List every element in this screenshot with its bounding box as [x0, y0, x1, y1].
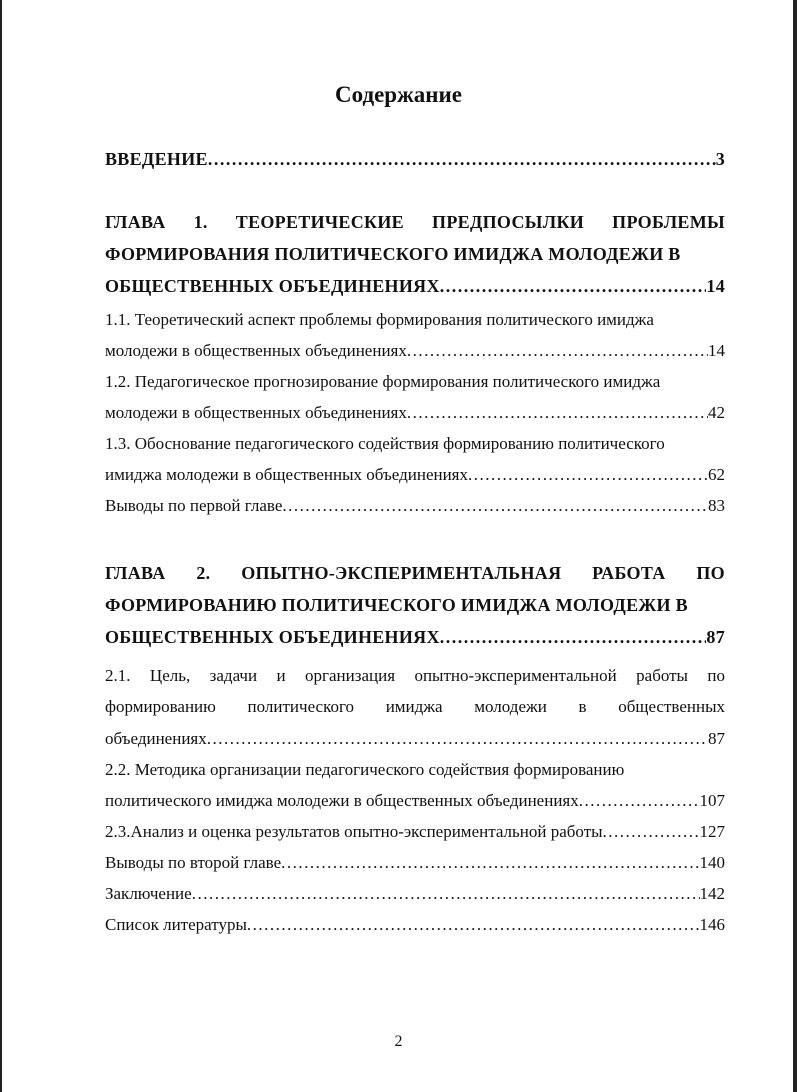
toc-page-number: 87 [706, 627, 725, 647]
toc-entry-2-2[interactable] [105, 791, 725, 811]
chapter1-heading-line2[interactable]: ФОРМИРОВАНИЯ ПОЛИТИЧЕСКОГО ИМИДЖА МОЛОДЕЖИ В [105, 244, 681, 264]
toc-entry-1-1-line1[interactable]: 1.1. Теоретический аспект проблемы формирования политического имиджа [105, 310, 654, 329]
dot-leader [407, 341, 708, 361]
toc-entry-chapter2-conclusions[interactable] [105, 853, 725, 873]
toc-entry-2-1-line2[interactable]: формированию политического имиджа молодежи в общественных [105, 697, 725, 716]
toc-entry-chapter1-conclusions[interactable] [105, 496, 725, 516]
toc-entry-label: Список литературы [105, 915, 247, 934]
toc-entry-1-2[interactable] [105, 403, 725, 423]
dot-leader [468, 465, 708, 485]
toc-entry-label: политического имиджа молодежи в общественных объединениях [105, 791, 579, 810]
toc-page-number: 3 [715, 149, 725, 169]
dot-leader [603, 822, 700, 842]
toc-page-number: 127 [699, 822, 725, 841]
chapter1-heading-line1[interactable]: ГЛАВА 1. ТЕОРЕТИЧЕСКИЕ ПРЕДПОСЫЛКИ ПРОБЛЕМЫ [105, 212, 725, 232]
toc-page-number: 42 [708, 403, 725, 422]
toc-entry-label: Заключение [105, 884, 192, 903]
toc-page-number: 14 [706, 276, 725, 296]
toc-entry-chapter1[interactable] [105, 276, 725, 297]
toc-entry-label: имиджа молодежи в общественных объединениях [105, 465, 469, 484]
toc-entry-label: Выводы по первой главе [105, 496, 283, 515]
dot-leader [207, 729, 708, 749]
dot-leader [247, 915, 700, 935]
toc-page-number: 87 [708, 729, 725, 748]
toc-entry-label: молодежи в общественных объединениях [105, 403, 407, 422]
toc-page-number: 146 [699, 915, 725, 934]
chapter2-heading-line1[interactable]: ГЛАВА 2. ОПЫТНО-ЭКСПЕРИМЕНТАЛЬНАЯ РАБОТА ПО [105, 563, 725, 583]
dot-leader [281, 853, 699, 873]
chapter2-heading-line2[interactable]: ФОРМИРОВАНИЮ ПОЛИТИЧЕСКОГО ИМИДЖА МОЛОДЕЖИ В [105, 595, 688, 615]
toc-entry-chapter2[interactable] [105, 627, 725, 648]
toc-entry-label: ОБЩЕСТВЕННЫХ ОБЪЕДИНЕНИЯХ [105, 627, 440, 647]
toc-entry-1-2-line1[interactable]: 1.2. Педагогическое прогнозирование формирования политического имиджа [105, 372, 661, 391]
toc-page-number: 83 [708, 496, 725, 515]
page-border-left [0, 0, 2, 1092]
toc-entry-introduction[interactable] [105, 149, 725, 170]
toc-entry-label: молодежи в общественных объединениях [105, 341, 407, 360]
dot-leader [440, 276, 707, 297]
page-title: Содержание [335, 82, 462, 107]
toc-page-number: 62 [708, 465, 725, 484]
toc-entry-conclusion[interactable] [105, 884, 725, 904]
toc-page-number: 14 [708, 341, 725, 360]
page-border-right [793, 0, 797, 1092]
dot-leader [407, 403, 708, 423]
dot-leader [579, 791, 700, 811]
toc-entry-references[interactable] [105, 915, 725, 935]
page-number: 2 [394, 1033, 403, 1050]
toc-page-number: 142 [699, 884, 725, 903]
toc-entry-label: Выводы по второй главе [105, 853, 282, 872]
toc-entry-1-1[interactable] [105, 341, 725, 361]
toc-entry-label: ВВЕДЕНИЕ [105, 149, 208, 169]
toc-entry-2-2-line1[interactable]: 2.2. Методика организации педагогического содействия формированию [105, 760, 625, 779]
toc-entry-label: объединениях [105, 729, 207, 748]
toc-entry-1-3-line1[interactable]: 1.3. Обоснование педагогического содействия формированию политического [105, 434, 665, 453]
toc-page-number: 140 [699, 853, 725, 872]
toc-entry-2-3[interactable] [105, 822, 725, 842]
toc-page-number: 107 [699, 791, 725, 810]
dot-leader [440, 627, 707, 648]
toc-entry-label: ОБЩЕСТВЕННЫХ ОБЪЕДИНЕНИЯХ [105, 276, 440, 296]
toc-entry-2-1[interactable] [105, 729, 725, 749]
dot-leader [208, 149, 716, 170]
dot-leader [192, 884, 700, 904]
toc-entry-2-1-line1[interactable]: 2.1. Цель, задачи и организация опытно-экспериментальной работы по [105, 666, 725, 685]
toc-entry-1-3[interactable] [105, 465, 725, 485]
toc-entry-label: 2.3.Анализ и оценка результатов опытно-экспериментальной работы [105, 822, 603, 841]
dot-leader [282, 496, 708, 516]
